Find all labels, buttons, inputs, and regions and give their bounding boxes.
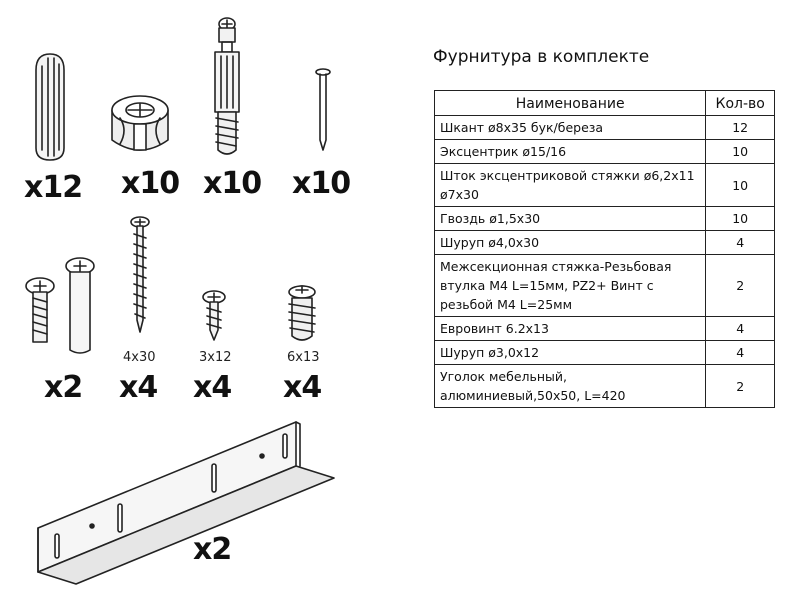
row-name: Шуруп ø4,0x30 [435,231,706,255]
row-name: Уголок мебельный, алюминиевый,50x50, L=420 [435,365,706,408]
table-row [435,341,775,365]
table-row [435,207,775,231]
qty-angle-bracket: x2 [193,532,232,567]
connector-screw-icon [26,258,94,353]
hardware-table [434,90,775,408]
row-name: Шуруп ø3,0x12 [435,341,706,365]
size-screw-3x12: 3x12 [199,350,232,365]
qty-euroscrew: x4 [283,370,322,405]
hardware-title: Фурнитура в комплекте [433,47,650,67]
qty-screw-3x12: x4 [193,370,232,405]
size-screw-4x30: 4x30 [123,350,156,365]
qty-connector: x2 [44,370,83,405]
row-qty: 4 [706,341,775,365]
cam-bolt-icon [215,18,239,154]
size-euroscrew: 6x13 [287,350,320,365]
table-header-row [435,91,775,116]
row-qty: 10 [706,164,775,207]
table-row [435,317,775,341]
row-qty: 10 [706,207,775,231]
table-row [435,365,775,408]
angle-bracket-icon [38,422,334,584]
nail-icon [316,69,330,150]
table-row [435,231,775,255]
row-qty: 4 [706,317,775,341]
row-qty: 4 [706,231,775,255]
screw-3x12-icon [203,291,225,340]
row-name: Межсекционная стяжка-Резьбовая втулка М4 L=15мм, PZ2+ Винт с резьбой М4 L=25мм [435,255,706,317]
row-qty: 2 [706,365,775,408]
qty-nail: x10 [292,166,351,201]
row-qty: 10 [706,140,775,164]
cam-lock-icon [112,96,168,150]
table-row [435,116,775,140]
qty-cam-lock: x10 [121,166,180,201]
header-name: Наименование [435,91,706,116]
row-name: Гвоздь ø1,5x30 [435,207,706,231]
row-name: Шток эксцентриковой стяжки ø6,2x11 ø7x30 [435,164,706,207]
euroscrew-icon [289,286,315,340]
row-name: Шкант ø8x35 бук/береза [435,116,706,140]
table-row [435,164,775,207]
table-row [435,255,775,317]
row-qty: 2 [706,255,775,317]
dowel-icon [36,54,64,160]
qty-screw-4x30: x4 [119,370,158,405]
row-qty: 12 [706,116,775,140]
header-qty: Кол-во [706,91,775,116]
qty-dowel: x12 [24,170,83,205]
row-name: Евровинт 6.2x13 [435,317,706,341]
screw-4x30-icon [131,217,149,332]
qty-cam-bolt: x10 [203,166,262,201]
table-row [435,140,775,164]
row-name: Эксцентрик ø15/16 [435,140,706,164]
